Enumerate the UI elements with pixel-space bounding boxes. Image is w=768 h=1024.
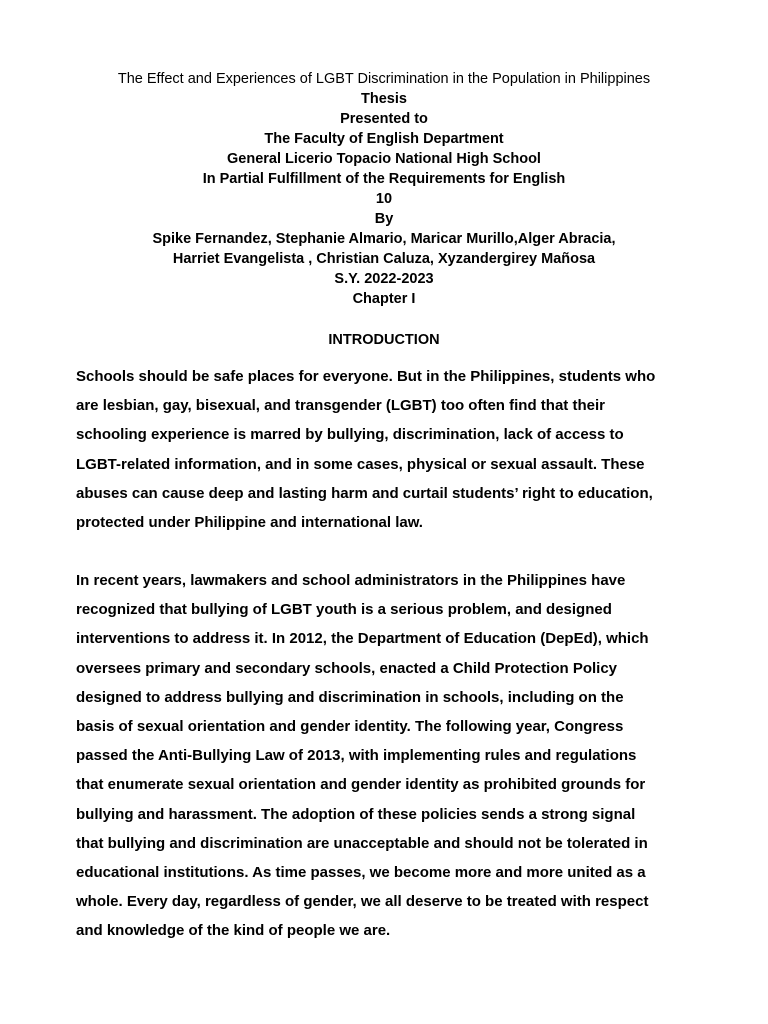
front-line-thesis: Thesis	[361, 91, 407, 107]
paragraph-line: bullying and harassment. The adoption of these policies sends a strong signal	[76, 805, 636, 823]
paragraph-line: that enumerate sexual orientation and gender identity as prohibited grounds for	[76, 776, 646, 794]
paragraph-line: oversees primary and secondary schools, enacted a Child Protection Policy	[76, 659, 618, 677]
paragraph-line: basis of sexual orientation and gender identity. The following year, Congress	[76, 717, 624, 735]
paragraph-line: Schools should be safe places for everyone. But in the Philippines, students who	[76, 368, 656, 385]
paragraph-line: protected under Philippine and international law.	[76, 513, 423, 531]
front-line-authors-2: Harriet Evangelista , Christian Caluza, Xyzandergirey Mañosa	[172, 251, 596, 267]
paragraph-1	[76, 362, 696, 537]
front-line-faculty: The Faculty of English Department	[264, 131, 504, 147]
section-heading: INTRODUCTION	[328, 332, 440, 348]
paragraph-2	[76, 566, 696, 945]
paragraph-line: schooling experience is marred by bullying, discrimination, lack of access to	[76, 426, 624, 444]
paragraph-line: that bullying and discrimination are unacceptable and should not be tolerated in	[76, 834, 648, 852]
paragraph-line: In recent years, lawmakers and school administrators in the Philippines have	[76, 572, 626, 589]
paragraph-line: designed to address bullying and discrimination in schools, including on the	[76, 688, 624, 706]
front-line-by: By	[374, 211, 394, 227]
paragraph-line: abuses can cause deep and lasting harm and curtail students’ right to education,	[76, 484, 653, 502]
paragraph-line: passed the Anti-Bullying Law of 2013, with implementing rules and regulations	[76, 747, 637, 765]
front-line-grade: 10	[375, 191, 393, 207]
title-page-block	[0, 89, 768, 309]
front-line-fulfillment: In Partial Fulfillment of the Requirements for English	[202, 171, 566, 187]
front-line-authors-1: Spike Fernandez, Stephanie Almario, Maricar Murillo,Alger Abracia,	[152, 231, 616, 247]
paragraph-line: LGBT-related information, and in some cases, physical or sexual assault. These	[76, 455, 645, 473]
document-title: The Effect and Experiences of LGBT Discrimination in the Population in Philippines	[117, 71, 651, 87]
front-line-school-year: S.Y. 2022-2023	[334, 271, 434, 287]
paragraph-line: educational institutions. As time passes, we become more and more united as a	[76, 863, 646, 881]
front-line-presented-to: Presented to	[340, 111, 428, 127]
paragraph-line: and knowledge of the kind of people we are.	[76, 922, 391, 940]
front-line-school: General Licerio Topacio National High School	[227, 151, 541, 167]
paragraph-line: interventions to address it. In 2012, the Department of Education (DepEd), which	[76, 630, 649, 648]
paragraph-line: whole. Every day, regardless of gender, we all deserve to be treated with respect	[76, 893, 649, 911]
paragraph-line: recognized that bullying of LGBT youth is a serious problem, and designed	[76, 601, 612, 619]
paragraph-line: are lesbian, gay, bisexual, and transgender (LGBT) too often find that their	[76, 397, 605, 415]
front-line-chapter: Chapter I	[352, 291, 416, 307]
